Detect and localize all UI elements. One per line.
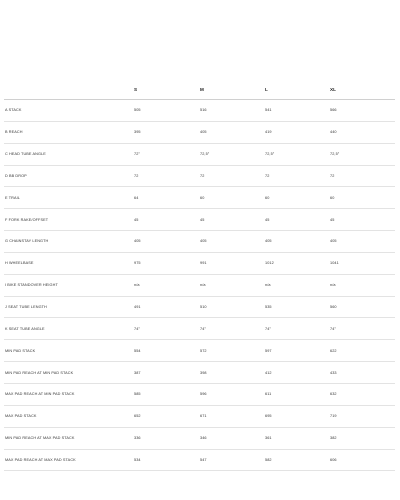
table-row	[4, 428, 395, 450]
row-value: 72	[330, 173, 335, 178]
row-value: 387	[134, 370, 141, 375]
geometry-table	[4, 79, 395, 471]
row-value: 74°	[265, 326, 272, 331]
row-value: 74°	[330, 326, 337, 331]
row-value: 566	[330, 108, 337, 113]
row-value: 72,5°	[200, 152, 210, 157]
row-label: MIN PAD REACH AT MIN PAD STACK	[5, 370, 74, 375]
row-value: 419	[265, 130, 272, 135]
row-value: 671	[200, 414, 207, 419]
row-label: I BIKE STANDOVER HEIGHT	[5, 283, 58, 288]
row-label: J SEAT TUBE LENGTH	[5, 305, 47, 310]
table-body	[4, 100, 395, 471]
row-value: 72°	[134, 152, 141, 157]
row-value: 361	[265, 436, 272, 441]
row-value: 60	[200, 195, 205, 200]
row-value: 652	[134, 414, 141, 419]
row-value: 534	[134, 457, 141, 462]
row-value: 74°	[200, 326, 207, 331]
row-value: 412	[265, 370, 272, 375]
row-value: 582	[265, 457, 272, 462]
row-value: 1041	[330, 261, 339, 266]
row-value: 1012	[265, 261, 274, 266]
row-value: 45	[200, 217, 205, 222]
row-value: 405	[200, 239, 207, 244]
table-row	[4, 340, 395, 362]
row-value: 560	[330, 305, 337, 310]
row-value: 64	[134, 195, 139, 200]
row-value: 45	[134, 217, 139, 222]
table-header	[4, 79, 395, 100]
row-value: 440	[330, 130, 337, 135]
table-row	[4, 231, 395, 253]
table-row	[4, 297, 395, 319]
row-value: 510	[200, 305, 207, 310]
row-value: 60	[265, 195, 270, 200]
row-label: D BB DROP	[5, 173, 27, 178]
row-label: B REACH	[5, 130, 23, 135]
row-value: 622	[330, 348, 337, 353]
row-value: 72,5°	[265, 152, 275, 157]
row-value: 336	[134, 436, 141, 441]
table-row	[4, 318, 395, 340]
row-value: 572	[200, 348, 207, 353]
table-row	[4, 187, 395, 209]
table-row	[4, 100, 395, 122]
table-row	[4, 406, 395, 428]
row-value: 405	[265, 239, 272, 244]
header-size-xl: XL	[330, 86, 337, 92]
row-value: 596	[200, 392, 207, 397]
table-row	[4, 166, 395, 188]
row-label: A STACK	[5, 108, 22, 113]
row-value: n/a	[200, 283, 206, 288]
row-value: 72,5°	[330, 152, 340, 157]
row-value: 535	[265, 305, 272, 310]
row-value: 382	[330, 436, 337, 441]
table-row	[4, 144, 395, 166]
row-value: 554	[134, 348, 141, 353]
row-value: 72	[265, 173, 270, 178]
row-label: MAX PAD REACH AT MAX PAD STACK	[5, 457, 76, 462]
row-value: 395	[134, 130, 141, 135]
row-value: 547	[200, 457, 207, 462]
header-label-cell	[5, 79, 130, 99]
header-size-s: S	[134, 86, 138, 92]
row-label: G CHAINSTAY LENGTH	[5, 239, 49, 244]
table-row	[4, 384, 395, 406]
header-size-l: L	[265, 86, 268, 92]
row-label: E TRAIL	[5, 195, 20, 200]
row-value: 72	[134, 173, 139, 178]
row-value: n/a	[265, 283, 271, 288]
row-value: 975	[134, 261, 141, 266]
row-label: MIN PAD REACH AT MAX PAD STACK	[5, 436, 75, 441]
table-row	[4, 450, 395, 472]
row-value: 505	[134, 108, 141, 113]
row-value: 632	[330, 392, 337, 397]
row-value: 516	[200, 108, 207, 113]
row-value: 45	[265, 217, 270, 222]
row-value: 405	[134, 239, 141, 244]
table-row	[4, 275, 395, 297]
row-value: 405	[200, 130, 207, 135]
table-row	[4, 253, 395, 275]
row-value: 74°	[134, 326, 141, 331]
row-label: C HEAD TUBE ANGLE	[5, 152, 46, 157]
row-value: 45	[330, 217, 335, 222]
header-size-m: M	[200, 86, 204, 92]
row-label: F FORK RAKE/OFFSET	[5, 217, 49, 222]
row-value: n/a	[134, 283, 140, 288]
row-value: 695	[265, 414, 272, 419]
row-value: 491	[134, 305, 141, 310]
row-label: MIN PAD STACK	[5, 348, 36, 353]
row-value: 606	[330, 457, 337, 462]
table-row	[4, 209, 395, 231]
row-value: 72	[200, 173, 205, 178]
row-value: 405	[330, 239, 337, 244]
row-value: 597	[265, 348, 272, 353]
row-value: 433	[330, 370, 337, 375]
row-value: 585	[134, 392, 141, 397]
row-value: 611	[265, 392, 272, 397]
row-label: K SEAT TUBE ANGLE	[5, 326, 45, 331]
row-value: 346	[200, 436, 207, 441]
row-label: MAX PAD REACH AT MIN PAD STACK	[5, 392, 75, 397]
row-value: 719	[330, 414, 337, 419]
row-value: 991	[200, 261, 207, 266]
table-row	[4, 122, 395, 144]
row-value: 398	[200, 370, 207, 375]
table-row	[4, 362, 395, 384]
row-value: 541	[265, 108, 272, 113]
row-label: H WHEELBASE	[5, 261, 34, 266]
row-value: 60	[330, 195, 335, 200]
row-label: MAX PAD STACK	[5, 414, 37, 419]
row-value: n/a	[330, 283, 336, 288]
